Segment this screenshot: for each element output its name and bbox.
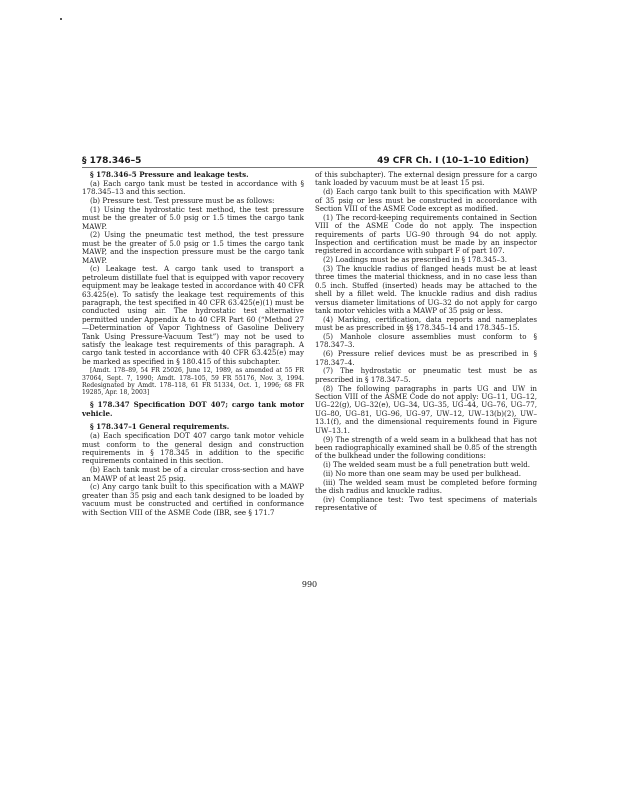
paragraph: (7) The hydrostatic or pneumatic test must be as prescribed in § 178.347–5. (315, 366, 537, 384)
left-column (82, 171, 304, 517)
paragraph: (1) Using the hydrostatic test method, the test pressure must be the greater of 5.0 psig or 1.5 times the cargo tank MAWP. (82, 204, 304, 231)
section-heading: § 178.346–5 Pressure and leakage tests. (90, 170, 249, 179)
paragraph: of this subchapter). The external design pressure for a cargo tank loaded by vacuum must be at least 15 psi. (315, 170, 537, 188)
paragraph: (9) The strength of a weld seam in a bulkhead that has not been radiographically examined shall be 0.85 of the strength of the bulkhead under the following conditions: (315, 434, 537, 461)
scan-speck (60, 18, 62, 20)
paragraph: (c) Any cargo tank built to this specification with a MAWP greater than 35 psig and each tank designed to be loaded by vacuum must be constructed and certified in conformance with Section VIII of the ASME Code (IBR, see § 171.7 (82, 482, 304, 517)
paragraph: (iv) Compliance test: Two test specimens of materials representative of (315, 494, 537, 513)
section-heading: § 178.347–1 General requirements. (90, 422, 230, 432)
amendment-citation: [Amdt. 178–89, 54 FR 25026, June 12, 1989, as amended at 55 FR 37064, Sept. 7, 1990; Amdt. 178–105, 59 FR 55176, Nov. 3, 1994. Redesignated by Amdt. 178–118, 61 FR 51334, Oct. 1, 1996; 68 FR 19285, Apr. 18, 2003] (82, 367, 304, 397)
paragraph: (iii) The welded seam must be completed before forming the dish radius and knuckle radius. (315, 477, 537, 496)
paragraph: (d) Each cargo tank built to this specification with MAWP of 35 psig or less must be constructed in accordance with Section VIII of the ASME Code except as modified. (315, 187, 537, 214)
paragraph: (3) The knuckle radius of flanged heads must be at least three times the material thickness, and in no case less than 0.5 inch. Stuffed (inserted) heads may be attached to the shell by a fillet weld. The knuckle radius and dish radius versus diameter limitations of UG–32 do not apply for cargo tank motor vehicles with a MAWP of 35 psig or less. (315, 264, 537, 316)
section-heading: § 178.347 Specification DOT 407; cargo tank motor vehicle. (82, 400, 304, 418)
paragraph: (i) The welded seam must be a full penetration butt weld. (323, 460, 531, 470)
page-number: 990 (301, 580, 318, 589)
paragraph: (4) Marking, certification, data reports and nameplates must be as prescribed in §§ 178.345–14 and 178.345–15. (315, 314, 537, 333)
paragraph: (b) Pressure test. Test pressure must be as follows: (90, 196, 275, 205)
paragraph: (2) Loadings must be as prescribed in § 178.345–3. (323, 255, 507, 265)
running-header-cfr: 49 CFR Ch. I (10–1–10 Edition) (377, 156, 529, 166)
paragraph: (a) Each cargo tank must be tested in accordance with § 178.345–13 and this section. (82, 178, 304, 197)
header-rule (82, 167, 537, 168)
paragraph: (5) Manhole closure assemblies must conform to § 178.347–3. (315, 332, 537, 350)
paragraph: (2) Using the pneumatic test method, the test pressure must be the greater of 5.0 psig or 1.5 times the cargo tank MAWP, and the inspection pressure must be the cargo tank MAWP. (82, 230, 304, 265)
paragraph: (8) The following paragraphs in parts UG and UW in Section VIII of the ASME Code do not apply: UG–11, UG–12, UG–22(g), UG–32(e), UG–34, UG–35, UG–44, UG–76, UG–77, UG–80, UG–81, UG–96, UG–97, UW–12, UW–13(b)(2), UW–13.1(f), and the dimensional requirements found in Figure UW–13.1. (315, 383, 537, 435)
running-header-section: § 178.346–5 (82, 156, 142, 166)
paragraph: (1) The record-keeping requirements contained in Section VIII of the ASME Code do not apply. The inspection requirements of parts UG–90 through 94 do not apply. Inspection and certification must be made by an inspector registered in accordance with subpart F of part 107. (315, 212, 537, 256)
paragraph: (c) Leakage test. A cargo tank used to transport a petroleum distillate fuel that is equipped with vapor recovery equipment may be leakage tested in accordance with 40 CFR 63.425(e). To satisfy the leakage test requirements of this paragraph, the test specified in 40 CFR 63.425(e)(1) must be conducted using air. The hydrostatic test alternative permitted under Appendix A to 40 CFR Part 60 (“Method 27—Determination of Vapor Tightness of Gasoline Delivery Tank Using Pressure-Vacuum Test”) may not be used to satisfy the leakage test requirements of this paragraph. A cargo tank tested in accordance with 40 CFR 63.425(e) may be marked as specified in § 180.415 of this subchapter. (82, 264, 304, 366)
paragraph: (ii) No more than one seam may be used per bulkhead. (323, 468, 521, 478)
right-column (315, 171, 537, 513)
paragraph: (b) Each tank must be of a circular cross-section and have an MAWP of at least 25 psig. (82, 465, 304, 483)
paragraph: (a) Each specification DOT 407 cargo tank motor vehicle must conform to the general design and construction requirements in § 178.345 in addition to the specific requirements contained in this section. (82, 431, 304, 466)
paragraph: (6) Pressure relief devices must be as prescribed in § 178.347–4. (315, 349, 537, 367)
